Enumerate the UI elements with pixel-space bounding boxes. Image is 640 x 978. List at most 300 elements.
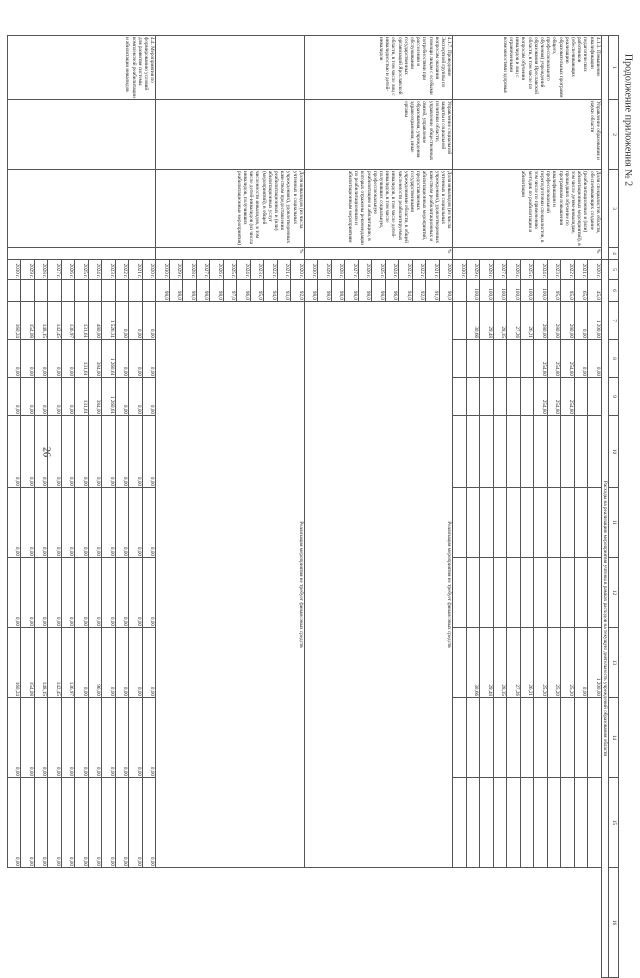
column-number: 2 [609,100,619,170]
finance-cell: 384,00 [88,340,102,378]
table-row [588,36,602,978]
finance-cell [520,558,534,628]
finance-cell: 0,00 [7,340,21,378]
indicator-value [88,280,102,302]
finance-cell: 136,97 [61,628,75,698]
year-cell: 2025 г. [223,260,237,280]
year-cell: 2026 г. [210,260,224,280]
finance-cell: 0,00 [75,488,89,558]
finance-cell [547,558,561,628]
finance-cell [588,558,602,628]
finance-cell: 1 260,61 [102,340,116,378]
finance-cell: 0,00 [142,340,156,378]
finance-cell [507,698,521,778]
finance-cell: 254,80 [547,378,561,416]
year-cell: 2026 г. [358,260,372,280]
table-row [291,36,305,978]
year-cell: 2029 г. [21,260,35,280]
finance-cell [588,778,602,868]
finance-cell: 0,00 [574,628,588,698]
finance-cell: 1 260,61 [102,378,116,416]
finance-cell: 0,00 [48,778,62,868]
finance-cell: 160,24 [7,628,21,698]
finance-cell [453,378,467,416]
finance-cell [534,488,548,558]
finance-cell [520,488,534,558]
finance-cell: 28,35 [493,628,507,698]
finance-cell [507,340,521,378]
finance-cell: 0,00 [115,340,129,378]
measure-name: 4.1.7. Проведение Экспертной группы по вопросам оказания помощи лицам с особыми потребностями при расселении и обслуживании государственных организаций Ярославской области, в том числе лиц с инвалидностью и детей-инвалидов [304,36,453,100]
finance-cell: 0,00 [21,558,35,628]
finance-cell: 131,61 [75,340,89,378]
indicator-value [142,280,156,302]
unit: % [304,248,453,260]
year-cell: 2023 г. [547,260,561,280]
finance-cell: 0,00 [129,778,143,868]
finance-cell: 0,00 [34,698,48,778]
finance-cell: 0,00 [88,698,102,778]
finance-cell: 0,00 [129,698,143,778]
indicator-name: Доля инвалидов (из числа учтенных в социальных учреждениях), удовлетворенных качеством реабилитационных и абилитационных мероприятий, предоставляемых государственными учреждениями области, в общей численности реабилитируемых инвалидов, в том числе детей-инвалидов, в том числе получивших социальную, профессиональную реабилитацию и абилитацию, в которых отражены рекомендации по реабилитационным и абилитационным мероприятиям [304,170,453,248]
finance-cell: 0,00 [7,416,21,488]
finance-cell: 1 200,00 [588,302,602,340]
finance-cell: 0,00 [34,488,48,558]
finance-cell: 0,00 [142,558,156,628]
finance-cell: 0,00 [574,302,588,340]
column-number-row [609,36,619,978]
indicator-value: 94,0 [399,280,413,302]
finance-cell [466,340,480,378]
finance-cell: 148,15 [34,302,48,340]
finance-cell: 131,61 [75,302,89,340]
finance-cell: 0,00 [129,488,143,558]
finance-cell: 0,00 [75,416,89,488]
finance-cell [588,416,602,488]
table-container [14,35,619,926]
finance-cell: 0,00 [115,698,129,778]
indicator-value [61,280,75,302]
indicator-value: 98,0 [372,280,386,302]
indicator-value: 98,0 [210,280,224,302]
indicator-value: 98,0 [345,280,359,302]
finance-cell [493,698,507,778]
indicator-value: 92,0 [412,280,426,302]
finance-cell: 0,00 [48,416,62,488]
indicator-value: 96,0 [237,280,251,302]
finance-cell [507,378,521,416]
year-cell: 2022 г. [264,260,278,280]
indicator-value: 45,0 [588,280,602,302]
finance-cell [480,698,494,778]
finance-cell [493,778,507,868]
column-number: 15 [609,778,619,868]
finance-cell: 280,00 [547,302,561,340]
indicator-value: 95,0 [250,280,264,302]
finance-cell [466,778,480,868]
finance-cell [561,416,575,488]
finance-cell: 0,00 [61,698,75,778]
finance-cell [574,416,588,488]
finance-cell [493,488,507,558]
finance-cell: 26,21 [520,302,534,340]
finance-cell: 0,00 [34,558,48,628]
executor [156,100,305,170]
finance-cell: 0,00 [88,558,102,628]
finance-cell: 0,00 [48,340,62,378]
year-cell: 2030 г. [7,260,21,280]
finance-cell: 0,00 [61,416,75,488]
indicator-value [21,280,35,302]
indicator-name: Доля специалистов области, обеспечивающих создание (реабилитационных и (или) абилитационных мероприятий), в том числе детям-инвалидам, прошедших обучение по программам повышения квалификации и профессиональной переподготовки специалистов, в том числе по применению методик по реабилитации и абилитации [453,170,602,248]
finance-cell: 0,00 [129,302,143,340]
finance-cell [574,488,588,558]
finance-cell: 0,00 [142,378,156,416]
indicator-value: 90,0 [439,280,453,302]
year-cell: 2022 г. [412,260,426,280]
finance-cell: 0,00 [88,488,102,558]
appendix-label: Продолжение приложения № 2 [622,53,634,187]
finance-cell: 0,00 [21,778,35,868]
finance-cell [466,558,480,628]
finance-cell: 0,00 [102,698,116,778]
finance-cell: 0,00 [102,628,116,698]
finance-cell [453,628,467,698]
finance-cell [453,416,467,488]
finance-cell: 0,00 [574,340,588,378]
finance-cell: 142,45 [48,302,62,340]
finance-cell [534,778,548,868]
finance-cell: 480,00 [88,302,102,340]
year-cell: 2020 г. [291,260,305,280]
finance-cell [547,416,561,488]
column-number: 8 [609,340,619,378]
finance-cell: 0,00 [142,778,156,868]
indicator-value [7,280,21,302]
year-cell: 2024 г. [88,260,102,280]
indicator-value [102,280,116,302]
indicator-value: 96,0 [385,280,399,302]
finance-cell: 142,45 [48,628,62,698]
finance-cell [507,558,521,628]
indicator-value: 100,0 [534,280,548,302]
finance-cell: 254,80 [561,378,575,416]
finance-cell [520,698,534,778]
year-cell: 2023 г. [102,260,116,280]
finance-cell: 0,00 [7,558,21,628]
finance-cell: 131,61 [75,378,89,416]
indicator-value: 93,0 [277,280,291,302]
year-cell: 2030 г. [304,260,318,280]
finance-cell: 254,80 [534,340,548,378]
finance-cell: 0,00 [34,778,48,868]
finance-cell [466,698,480,778]
year-cell: 2024 г. [237,260,251,280]
finance-cell: 0,00 [115,416,129,488]
finance-cell: 0,00 [75,778,89,868]
finance-cell [574,778,588,868]
finance-cell: 0,00 [142,698,156,778]
indicator-name: Доля инвалидов (из числа учтенных в социальных учреждениях), удовлетворенных качеством предоставления реабилитационных и (или) абилитационных услуг (мероприятий), в общей численности инвалидов, в том числе детей-инвалидов (из числа инвалидов, получивших реабилитационные мероприятия) [156,170,305,248]
finance-cell [466,488,480,558]
finance-cell: 0,00 [48,698,62,778]
column-number: 14 [609,698,619,778]
indicator-value: 97,0 [223,280,237,302]
year-cell: 2020 г. [588,260,602,280]
indicator-value: 95,0 [547,280,561,302]
executor: Управление социальной защиты и социальной политики области, управление общественных связей, управление образования, учреждения здравоохранения, иные органы [304,100,453,170]
measure-name [156,36,305,100]
financing-note: Реализация мероприятия не требует финансовых средств [156,302,305,868]
measure-name: 4.4. Мероприятия по формированию условий для развития системы комплексной реабилитации и абилитации инвалидов [7,36,156,100]
finance-cell: 25,20 [547,628,561,698]
finance-cell: 0,00 [7,778,21,868]
finance-cell: 27,26 [507,302,521,340]
finance-cell [453,558,467,628]
finance-cell [507,778,521,868]
year-cell: 2025 г. [372,260,386,280]
finance-cell: 0,00 [102,778,116,868]
indicator-value: 98,0 [331,280,345,302]
year-cell: 2028 г. [183,260,197,280]
year-cell: 2023 г. [250,260,264,280]
year-cell: 2030 г. [156,260,170,280]
finance-cell [480,488,494,558]
year-cell: 2024 г. [385,260,399,280]
year-cell: 2027 г. [493,260,507,280]
finance-cell: 0,00 [61,340,75,378]
finance-cell: 0,00 [75,698,89,778]
year-cell: 2027 г. [196,260,210,280]
column-number: 7 [609,302,619,340]
column-number: 16 [609,868,619,978]
year-cell: 2029 г. [466,260,480,280]
year-cell: 2024 г. [534,260,548,280]
finance-cell [493,378,507,416]
finance-cell [453,302,467,340]
indicator-value: 98,0 [183,280,197,302]
finance-cell [480,340,494,378]
finance-cell: 0,00 [142,416,156,488]
unit: % [156,248,305,260]
finance-cell [453,698,467,778]
finance-cell: 0,00 [7,488,21,558]
indicator-value: 98,0 [318,280,332,302]
indicator-value [129,280,143,302]
finance-cell: 0,00 [7,378,21,416]
indicator-value: 100,0 [493,280,507,302]
finance-cell: 0,00 [129,340,143,378]
finance-cell [547,488,561,558]
indicator-value: 100,0 [520,280,534,302]
financing-note: Расходы на реализацию мероприятия учтены в рамках расходов на текущую деятельность учреждений образования области [601,260,608,978]
indicator-value: 98,0 [196,280,210,302]
column-number: 4 [609,248,619,260]
finance-cell: 25,20 [561,628,575,698]
finance-cell [453,340,467,378]
year-cell: 2022 г. [115,260,129,280]
financing-note: Реализация мероприятия не требует финансовых средств [304,302,453,868]
finance-cell [534,698,548,778]
unit [7,248,156,260]
finance-cell [588,488,602,558]
indicator-value [48,280,62,302]
finance-cell [466,378,480,416]
finance-cell: 27,26 [507,628,521,698]
finance-cell: 254,80 [534,378,548,416]
indicator-value: 91,0 [426,280,440,302]
table-row [142,36,156,978]
finance-cell: 0,00 [129,416,143,488]
year-cell: 2023 г. [399,260,413,280]
finance-cell: 0,00 [129,558,143,628]
finance-cell: 0,00 [34,416,48,488]
finance-cell: 0,00 [129,378,143,416]
finance-cell: 0,00 [102,488,116,558]
year-cell: 2026 г. [61,260,75,280]
finance-cell: 0,00 [102,416,116,488]
finance-cell: 0,00 [61,778,75,868]
finance-cell: 254,80 [561,340,575,378]
finance-cell: 25,20 [534,628,548,698]
year-cell: 2021 г. [277,260,291,280]
finance-cell: 384,00 [88,378,102,416]
finance-cell: 154,08 [21,628,35,698]
finance-cell: 0,00 [115,378,129,416]
finance-cell [520,778,534,868]
table-body [7,36,608,978]
indicator-value: 100,0 [480,280,494,302]
finance-cell: 0,00 [142,628,156,698]
indicator-value: 100,0 [507,280,521,302]
funding-note-row [601,36,608,978]
finance-cell: 0,00 [21,378,35,416]
year-cell: 2021 г. [129,260,143,280]
finance-cell: 30,66 [466,302,480,340]
finance-cell: 0,00 [115,628,129,698]
finance-cell [574,378,588,416]
column-number: 5 [609,260,619,280]
finance-cell [507,416,521,488]
indicator-value: 92,0 [291,280,305,302]
finance-cell: 0,00 [61,488,75,558]
finance-cell [493,416,507,488]
finance-cell: 0,00 [34,378,48,416]
indicator-value [34,280,48,302]
indicator-value: 94,0 [264,280,278,302]
year-cell: 2025 г. [75,260,89,280]
finance-cell [453,488,467,558]
finance-cell: 280,00 [561,302,575,340]
finance-cell [561,698,575,778]
finance-cell: 148,15 [34,628,48,698]
year-cell: 2028 г. [480,260,494,280]
finance-cell: 1 526,31 [102,302,116,340]
finance-cell: 0,00 [129,628,143,698]
finance-cell [453,778,467,868]
year-cell: 2027 г. [48,260,62,280]
finance-cell [574,698,588,778]
finance-cell: 30,66 [466,628,480,698]
finance-cell: 0,00 [61,378,75,416]
finance-cell: 154,08 [21,302,35,340]
finance-cell: 1 200,00 [588,628,602,698]
year-cell: 2022 г. [561,260,575,280]
finance-cell: 96,00 [88,628,102,698]
finance-cell: 0,00 [7,698,21,778]
finance-cell: 280,00 [534,302,548,340]
column-number: 9 [609,378,619,416]
finance-cell: 0,00 [21,416,35,488]
indicator-value: 98,0 [156,280,170,302]
finance-cell: 0,00 [34,340,48,378]
finance-cell: 136,97 [61,302,75,340]
finance-cell [561,778,575,868]
column-number: 13 [609,628,619,698]
finance-cell [547,698,561,778]
finance-cell [480,416,494,488]
finance-cell: 0,00 [21,340,35,378]
finance-cell [493,558,507,628]
finance-cell [574,558,588,628]
finance-cell [534,416,548,488]
spacer-cell [601,36,608,260]
finance-cell [520,416,534,488]
rotated-sheet [14,35,619,926]
indicator-value [115,280,129,302]
year-cell: 2021 г. [574,260,588,280]
finance-cell: 0,00 [115,302,129,340]
year-cell: 2029 г. [318,260,332,280]
indicator-value: 98,0 [304,280,318,302]
finance-cell: 0,00 [142,488,156,558]
column-number: 12 [609,558,619,628]
column-number: 6 [609,280,619,302]
finance-cell: 254,80 [547,340,561,378]
finance-cell: 0,00 [142,302,156,340]
column-number: 3 [609,170,619,248]
finance-cell: 0,00 [21,488,35,558]
finance-cell [588,698,602,778]
finance-cell: 0,00 [588,340,602,378]
finance-cell: 0,00 [75,628,89,698]
executor [7,100,156,170]
year-cell: 2028 г. [34,260,48,280]
finance-cell: 29,48 [480,628,494,698]
indicator-value [453,280,467,302]
finance-cell [480,778,494,868]
table-row [439,36,453,978]
finance-cell: 0,00 [61,558,75,628]
finance-cell [520,378,534,416]
finance-cell: 0,00 [115,488,129,558]
finance-cell: 0,00 [48,488,62,558]
indicator-value: 98,0 [169,280,183,302]
year-cell: 2026 г. [507,260,521,280]
finance-cell: 0,00 [115,778,129,868]
finance-cell: 0,00 [75,558,89,628]
executor: Управление образования и науки области [453,100,602,170]
finance-cell [561,488,575,558]
finance-cell: 0,00 [115,558,129,628]
column-number: 10 [609,416,619,488]
measure-name: 4.1.3. Повышение квалификации педагогических работников (обеспечивающих реализацию образовательных программ общего, профессионального обучения) учреждений образования Ярославской области, в том числе по вопросам обучения инвалидов и лиц с ограниченными возможностями здоровья [453,36,602,100]
finance-cell [561,558,575,628]
finance-cell: 0,00 [48,378,62,416]
finance-cell [480,378,494,416]
finance-cell: 26,21 [520,628,534,698]
finance-cell: 0,00 [48,558,62,628]
